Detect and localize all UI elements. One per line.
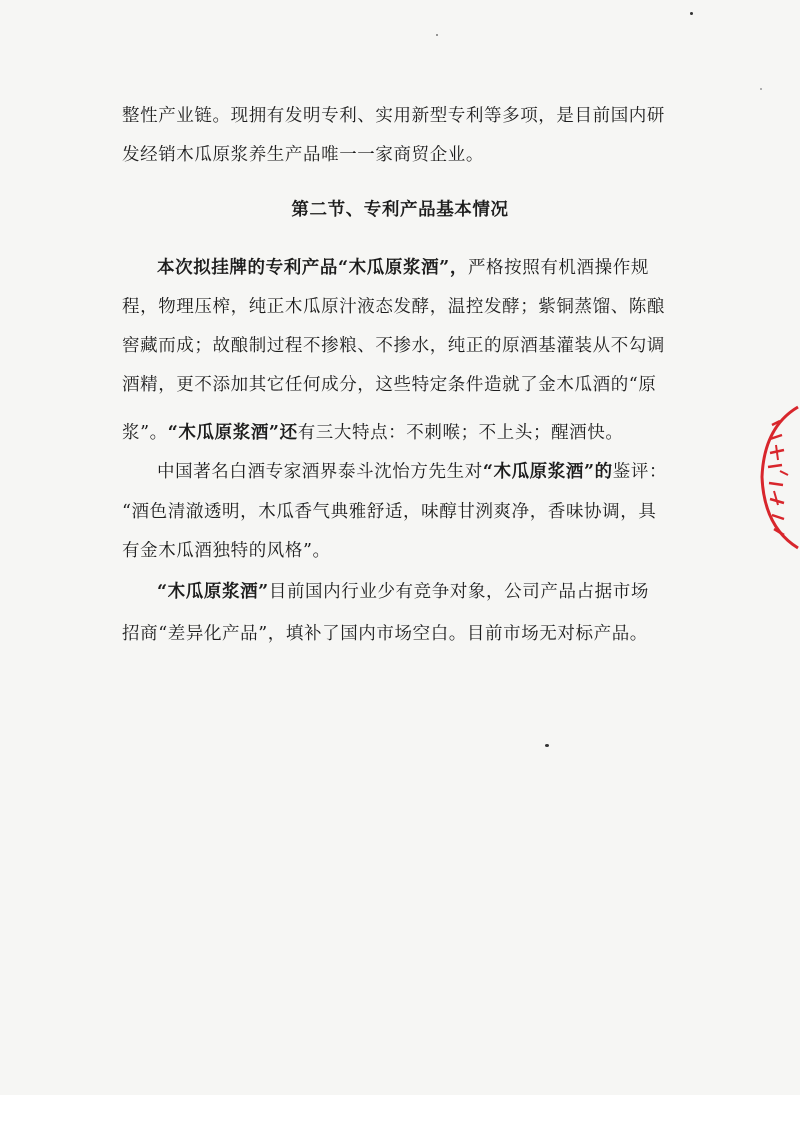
seal-stamp-icon (758, 405, 800, 550)
scan-speck (436, 34, 438, 36)
paragraph-3-line-1: 中国著名白酒专家酒界泰斗沈怡方先生对“木瓜原浆酒”的鉴评： (157, 462, 668, 482)
paragraph-3-line-2: “酒色清澈透明，木瓜香气典雅舒适，味醇甘洌爽净，香味协调，具 (122, 502, 657, 522)
section-heading: 第二节、专利产品基本情况 (291, 200, 509, 220)
scan-bottom-edge (0, 1095, 800, 1131)
paragraph-2-line-3: 窖藏而成；故酿制过程不掺粮、不掺水，纯正的原酒基灌装从不勾调 (122, 336, 665, 356)
paragraph-2-line-2: 程，物理压榨，纯正木瓜原汁液态发酵，温控发酵；紫铜蒸馏、陈酿 (122, 297, 665, 317)
scan-speck (690, 12, 693, 15)
paragraph-1-line-1: 整性产业链。现拥有发明专利、实用新型专利等多项，是目前国内研 (122, 106, 665, 126)
paragraph-4-line-2: 招商“差异化产品”，填补了国内市场空白。目前市场无对标产品。 (122, 624, 648, 644)
scan-speck (760, 88, 762, 90)
red-seal-stamp-edge (758, 405, 800, 550)
paragraph-4-line-1: “木瓜原浆酒”目前国内行业少有竞争对象，公司产品占据市场 (157, 582, 649, 602)
paragraph-2-line-1: 本次拟挂牌的专利产品“木瓜原浆酒”，严格按照有机酒操作规 (157, 258, 649, 278)
paragraph-2-line-5: 浆”。“木瓜原浆酒”还有三大特点：不刺喉；不上头；醒酒快。 (122, 423, 624, 443)
scan-speck (545, 744, 549, 747)
paragraph-3-line-3: 有金木瓜酒独特的风格”。 (122, 541, 331, 561)
paragraph-1-line-2: 发经销木瓜原浆养生产品唯一一家商贸企业。 (122, 145, 484, 165)
paragraph-2-line-4: 酒精，更不添加其它任何成分，这些特定条件造就了金木瓜酒的“原 (122, 375, 657, 395)
